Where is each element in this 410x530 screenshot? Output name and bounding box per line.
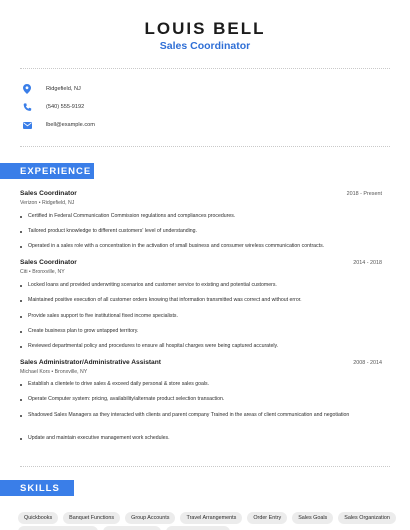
job-bullet: Operate Computer system: pricing, availability/alternate product selection transaction. bbox=[20, 396, 375, 404]
contact-location bbox=[22, 83, 81, 95]
divider-top bbox=[20, 68, 390, 69]
job-bullet: Shadowed Sales Managers as they interacted with clients and parent company Trained in the areas of client communication and negotiation bbox=[20, 412, 360, 420]
job-entry bbox=[20, 190, 382, 206]
map-pin-icon bbox=[22, 84, 32, 94]
contact-phone-text: (540) 555-9192 bbox=[46, 104, 85, 110]
resume-name: LOUIS BELL bbox=[144, 19, 266, 38]
skill-pill: Sales Organization bbox=[338, 512, 396, 524]
job-bullet: Operated in a sales role with a concentration in the activation of small business and consumer wireless communication contracts. bbox=[20, 243, 375, 251]
skill-pill-cutoff bbox=[103, 526, 161, 530]
job-bullet: Tailored product knowledge to different customers' level of understanding. bbox=[20, 228, 375, 236]
skill-pill: Group Accounts bbox=[125, 512, 175, 524]
job-bullet: Maintained positive execution of all customer orders knowing that information transmitted was correct and without error. bbox=[20, 297, 375, 305]
section-experience-header: EXPERIENCE bbox=[0, 163, 94, 179]
envelope-icon bbox=[22, 120, 32, 130]
divider-skills bbox=[20, 466, 390, 467]
skill-pill-cutoff bbox=[166, 526, 230, 530]
phone-icon bbox=[22, 102, 32, 112]
job-bullet: Reviewed departmental policy and procedures to ensure all hospital charges were being captured accurately. bbox=[20, 343, 375, 351]
job-company: Citi • Bronxville, NY bbox=[20, 269, 65, 275]
job-bullet: Create business plan to grow untapped territory. bbox=[20, 328, 375, 336]
job-title: Sales Administrator/Administrative Assistant bbox=[20, 359, 161, 366]
job-entry bbox=[20, 259, 382, 275]
job-bullet: Provide sales support to five institutional fixed income specialists. bbox=[20, 313, 375, 321]
job-bullet: Locked loans and provided underwriting scenarios and customer service to existing and potential customers. bbox=[20, 282, 375, 290]
skill-pill: Order Entry bbox=[247, 512, 287, 524]
resume-role: Sales Coordinator bbox=[159, 40, 251, 52]
skill-pill: Banquet Functions bbox=[63, 512, 120, 524]
section-skills-header: SKILLS bbox=[0, 480, 74, 496]
job-dates: 2018 - Present bbox=[346, 191, 382, 197]
job-entry bbox=[20, 359, 382, 375]
skill-pill: Sales Goals bbox=[292, 512, 333, 524]
skills-list-next-row bbox=[18, 526, 230, 530]
contact-location-text: Ridgefield, NJ bbox=[46, 86, 81, 92]
job-title: Sales Coordinator bbox=[20, 259, 77, 266]
skills-list bbox=[18, 512, 396, 524]
contact-phone bbox=[22, 101, 84, 113]
contact-email-text: lbell@example.com bbox=[46, 122, 95, 128]
job-dates: 2014 - 2018 bbox=[353, 260, 382, 266]
skill-pill: Travel Arrangements bbox=[180, 512, 242, 524]
skill-pill-cutoff bbox=[18, 526, 98, 530]
divider-contact bbox=[20, 146, 390, 147]
skill-pill: Quickbooks bbox=[18, 512, 58, 524]
job-company: Michael Kors • Bronxville, NY bbox=[20, 369, 88, 375]
job-bullet: Update and maintain executive management work schedules. bbox=[20, 435, 375, 443]
contact-email bbox=[22, 119, 95, 131]
job-company: Verizon • Ridgefield, NJ bbox=[20, 200, 75, 206]
job-bullet: Certified in Federal Communication Commission regulations and compliances procedures. bbox=[20, 213, 375, 221]
job-dates: 2008 - 2014 bbox=[353, 360, 382, 366]
job-title: Sales Coordinator bbox=[20, 190, 77, 197]
job-bullet: Establish a clientele to drive sales & exceed daily personal & store sales goals. bbox=[20, 381, 375, 389]
